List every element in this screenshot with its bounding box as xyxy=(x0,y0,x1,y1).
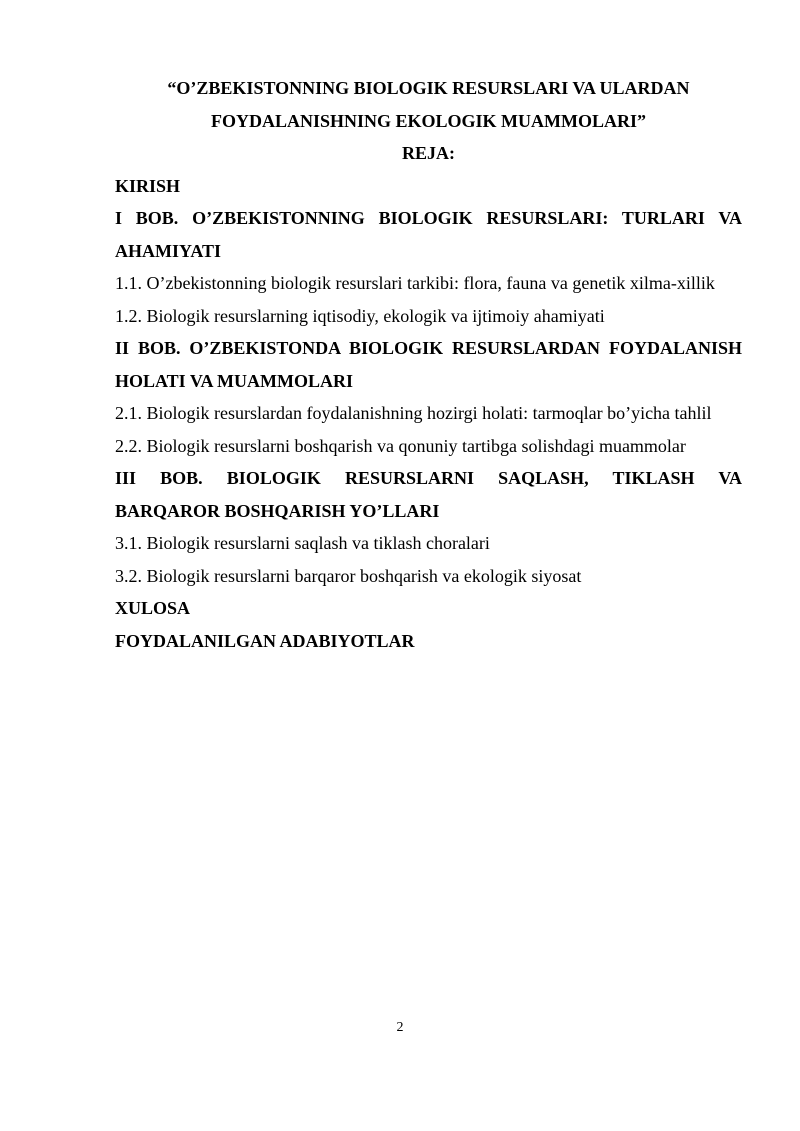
toc-chapter-2-line-2: HOLATI VA MUAMMOLARI xyxy=(115,370,354,391)
toc-section-2-2: 2.2. Biologik resurslarni boshqarish va qonuniy tartibga solishdagi muammolar xyxy=(115,435,686,456)
toc-section-1-1: 1.1. O’zbekistonning biologik resurslari tarkibi: flora, fauna va genetik xilma-xillik xyxy=(115,273,715,293)
toc-conclusion: XULOSA xyxy=(115,598,191,618)
toc-introduction: KIRISH xyxy=(115,175,181,196)
plan-heading: REJA: xyxy=(402,143,455,163)
toc-references: FOYDALANILGAN ADABIYOTLAR xyxy=(115,630,415,651)
toc-chapter-2-line-1: II BOB. O’ZBEKISTONDA BIOLOGIK RESURSLARDAN FOYDALANISH xyxy=(115,338,742,358)
toc-section-3-2: 3.2. Biologik resurslarni barqaror boshqarish va ekologik siyosat xyxy=(115,565,582,586)
document-title-line-1: “O’ZBEKISTONNING BIOLOGIK RESURSLARI VA ULARDAN xyxy=(167,78,690,98)
toc-section-3-1: 3.1. Biologik resurslarni saqlash va tiklash choralari xyxy=(115,533,490,553)
toc-chapter-3-line-2: BARQAROR BOSHQARISH YO’LLARI xyxy=(115,500,440,521)
page-content xyxy=(115,72,742,657)
document-title-line-2: FOYDALANISHNING EKOLOGIK MUAMMOLARI” xyxy=(210,110,646,131)
toc-chapter-1-line-2: AHAMIYATI xyxy=(115,240,222,261)
toc-chapter-1-line-1: I BOB. O’ZBEKISTONNING BIOLOGIK RESURSLARI: TURLARI VA xyxy=(115,208,742,228)
page-number: 2 xyxy=(396,1020,404,1035)
toc-section-2-1: 2.1. Biologik resurslardan foydalanishning hozirgi holati: tarmoqlar bo’yicha tahlil xyxy=(115,403,712,423)
toc-chapter-3-line-1: III BOB. BIOLOGIK RESURSLARNI SAQLASH, TIKLASH VA xyxy=(115,468,742,488)
toc-section-1-2: 1.2. Biologik resurslarning iqtisodiy, ekologik va ijtimoiy ahamiyati xyxy=(115,305,605,326)
